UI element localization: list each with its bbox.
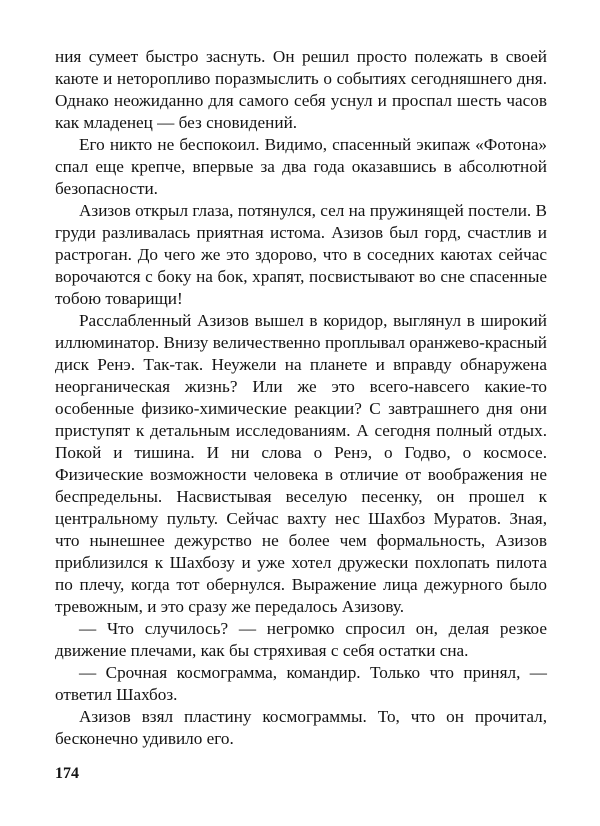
page-number: 174 [55, 765, 79, 782]
paragraph-3: Азизов открыл глаза, потянулся, сел на пружинящей постели. В груди разливалась приятная истома. Азизов был горд, счастлив и растроган. До чего же это здорово, что в соседних каютах сейчас ворочаются с боку на бок, храпят, посвистывают во сне спасенные тобою товарищи! [55, 201, 547, 308]
paragraph-4: Расслабленный Азизов вышел в коридор, выглянул в широкий иллюминатор. Внизу величественно проплывал оранжево-красный диск Ренэ. Так-так. Неужели на планете и вправду обнаружена неорганическая жизнь? Или же это всего-навсего какие-то особенные физико-химические реакции? С завтрашнего дня они приступят к детальным исследованиям. А сегодня полный отдых. Покой и тишина. И ни слова о Ренэ, о Годво, о космосе. Физические возможности человека в отличие от воображения не беспредельны. Насвистывая веселую песенку, он прошел к центральному пульту. Сейчас вахту нес Шахбоз Муратов. Зная, что нынешнее дежурство не более чем формальность, Азизов приблизился к Шахбозу и уже хотел дружески похлопать пилота по плечу, когда тот обернулся. Выражение лица дежурного было тревожным, и это сразу же передалось Азизову. [55, 311, 547, 616]
paragraph-6: — Срочная космограмма, командир. Только что принял, — ответил Шахбоз. [55, 663, 547, 704]
book-page-text [55, 46, 547, 750]
paragraph-1: ния сумеет быстро заснуть. Он решил просто полежать в своей каюте и неторопливо поразмыслить о событиях сегодняшнего дня. Однако неожиданно для самого себя уснул и проспал шесть часов как младенец — без сновидений. [55, 47, 547, 132]
paragraph-5: — Что случилось? — негромко спросил он, делая резкое движение плечами, как бы стряхивая с себя остатки сна. [55, 619, 547, 660]
paragraph-2: Его никто не беспокоил. Видимо, спасенный экипаж «Фотона» спал еще крепче, впервые за два года оказавшись в абсолютной безопасности. [55, 135, 547, 198]
paragraph-7: Азизов взял пластину космограммы. То, что он прочитал, бесконечно удивило его. [55, 707, 547, 748]
